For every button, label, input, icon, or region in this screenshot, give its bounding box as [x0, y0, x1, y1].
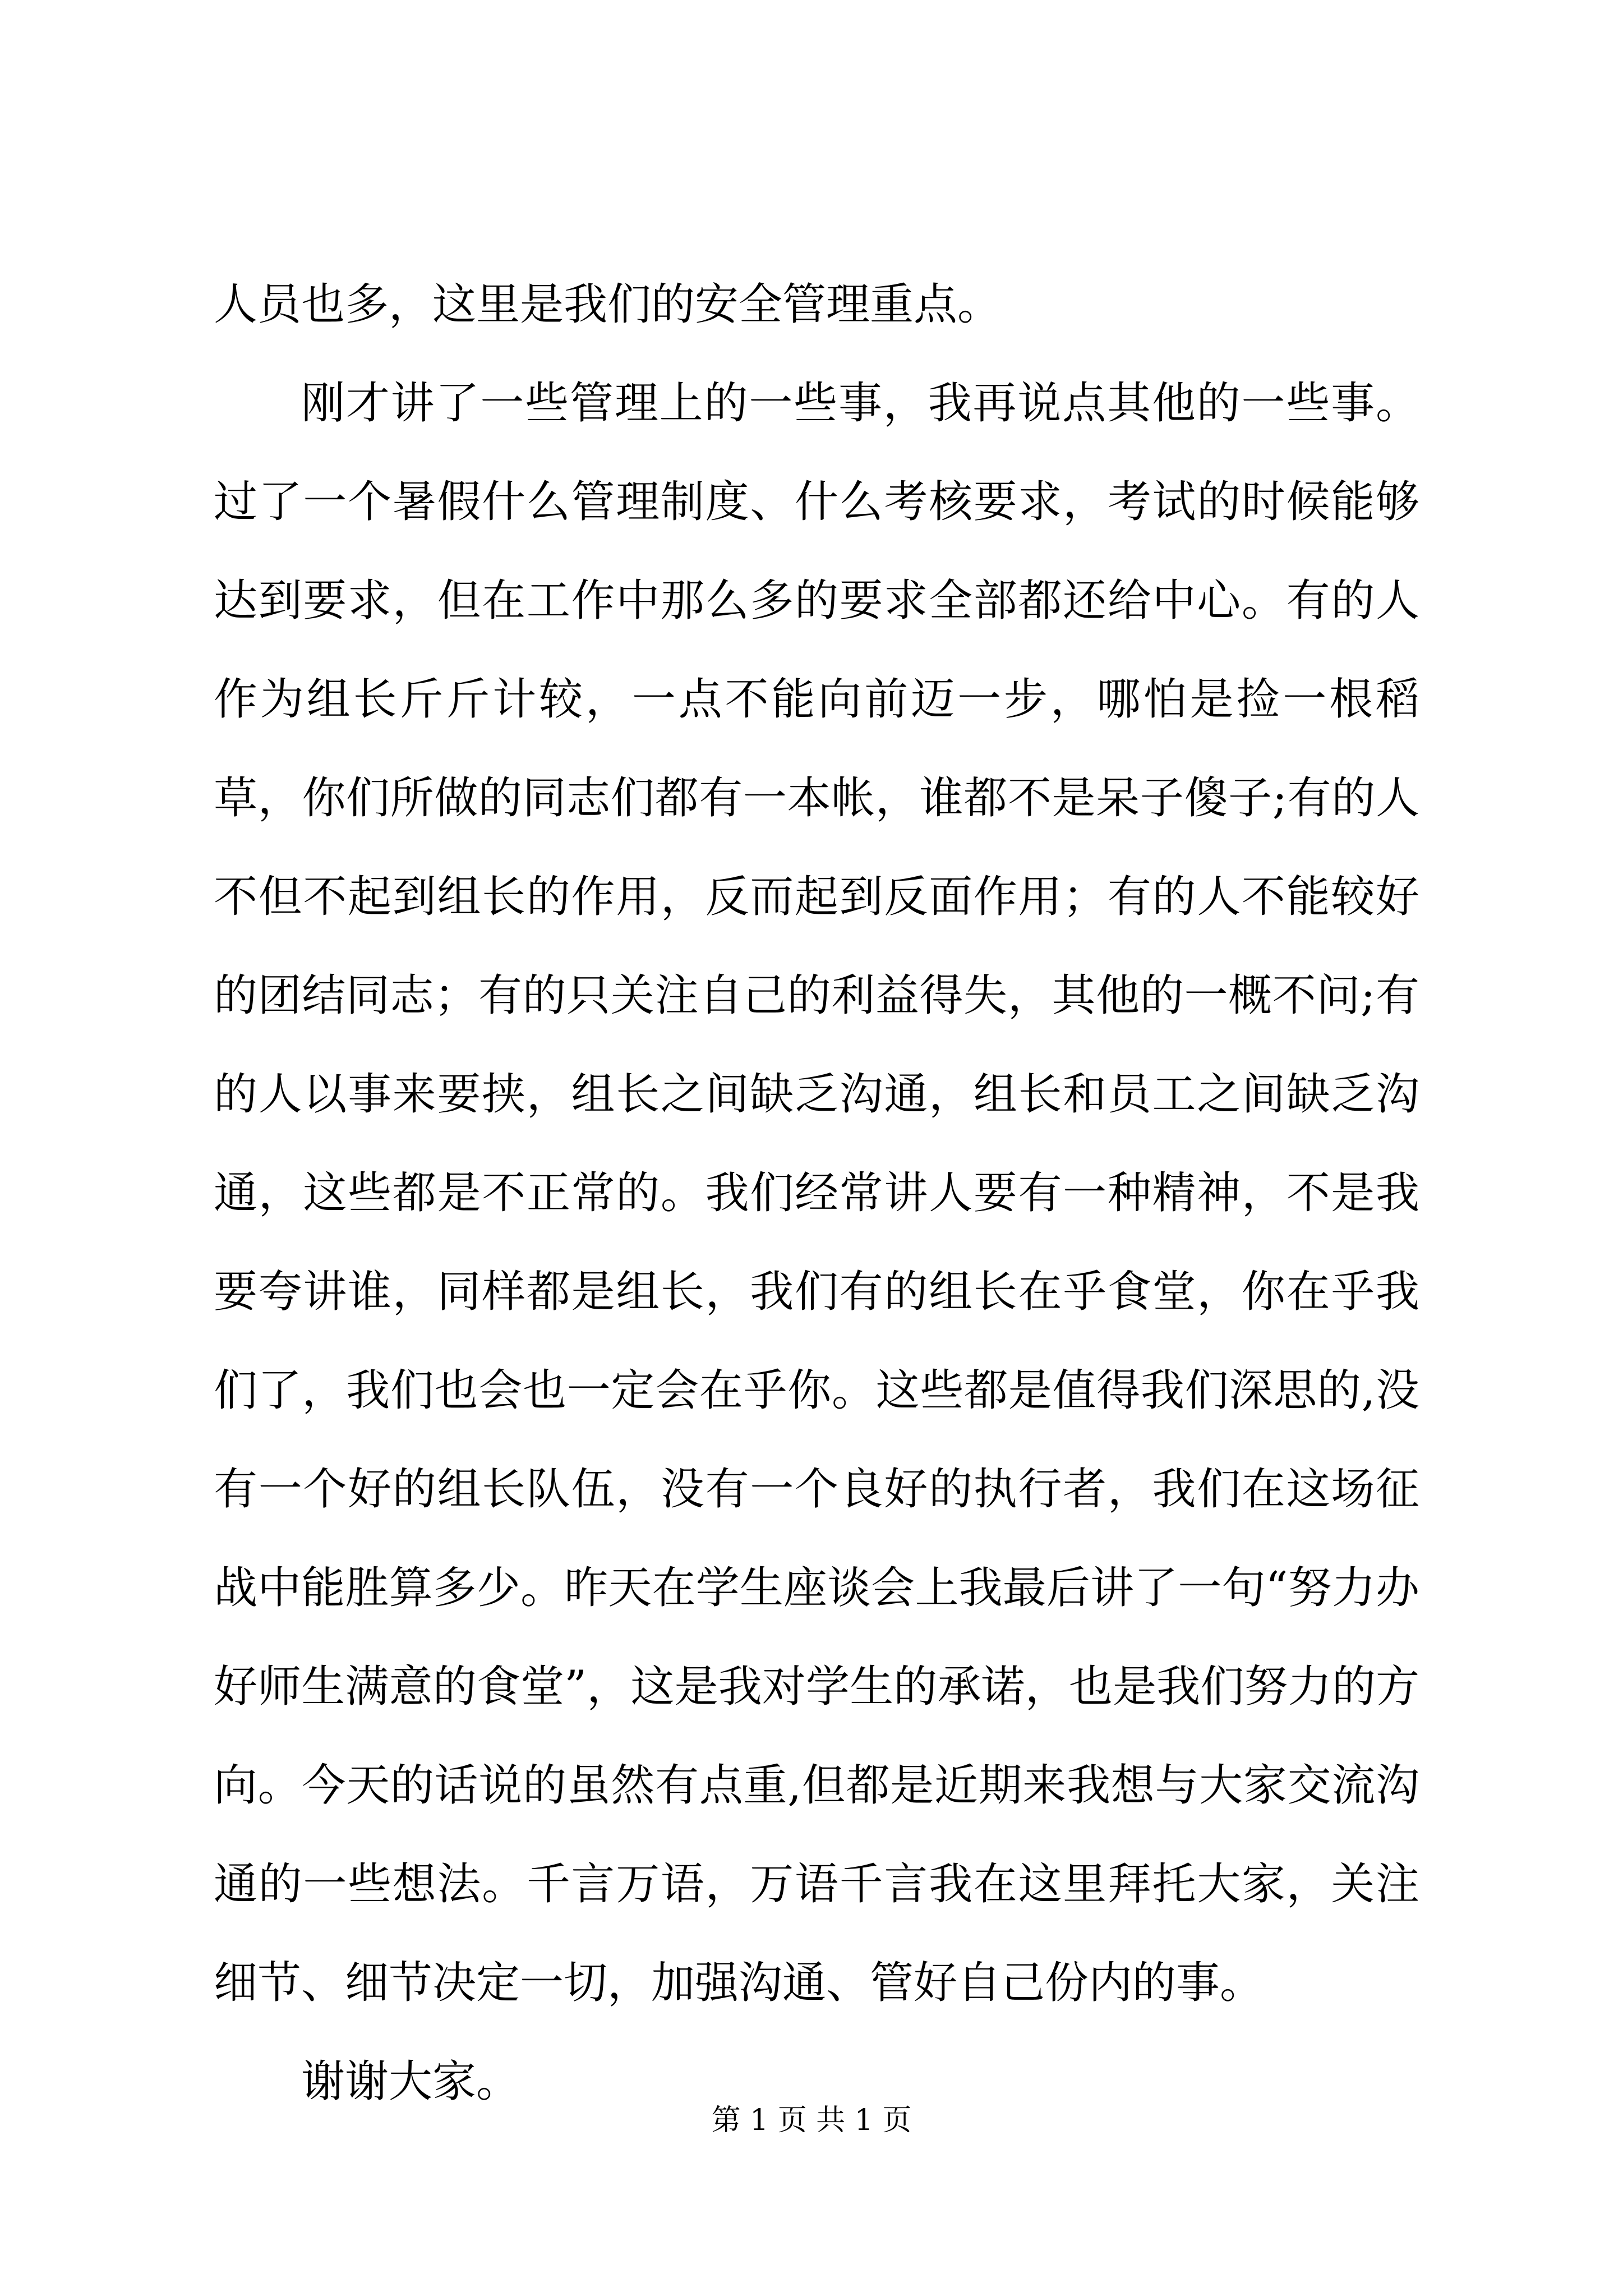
page-footer: 第 1 页 共 1 页 [711, 2104, 912, 2137]
paragraph-main: 刚才讲了一些管理上的一些事，我再说点其他的一些事。过了一个暑假什么管理制度、什么考核要求，考试的时候能够达到要求，但在工作中那么多的要求全部都还给中心。有的人作为组长斤斤计较，一点不能向前迈一步，哪怕是捡一根稻草，你们所做的同志们都有一本帐，谁都不是呆子傻子;有的人不但不起到组长的作用，反而起到反面作用；有的人不能较好的团结同志；有的只关注自己的利益得失，其他的一概不问;有的人以事来要挟，组长之间缺乏沟通，组长和员工之间缺乏沟通，这些都是不正常的。我们经常讲人要有一种精神，不是我要夸讲谁，同样都是组长，我们有的组长在乎食堂，你在乎我们了，我们也会也一定会在乎你。这些都是值得我们深思的,没有一个好的组长队伍，没有一个良好的执行者，我们在这场征战中能胜算多少。昨天在学生座谈会上我最后讲了一句“努力办好师生满意的食堂”，这是我对学生的承诺，也是我们努力的方向。今天的话说的虽然有点重,但都是近期来我想与大家交流沟通的一些想法。千言万语，万语千言我在这里拜托大家，关注细节、细节决定一切，加强沟通、管好自己份内的事。 [214, 378, 1419, 2008]
document-body [214, 255, 1419, 2131]
paragraph-closing: 谢谢大家。 [301, 2056, 520, 2107]
paragraph-continuation: 人员也多，这里是我们的安全管理重点。 [214, 279, 1002, 330]
